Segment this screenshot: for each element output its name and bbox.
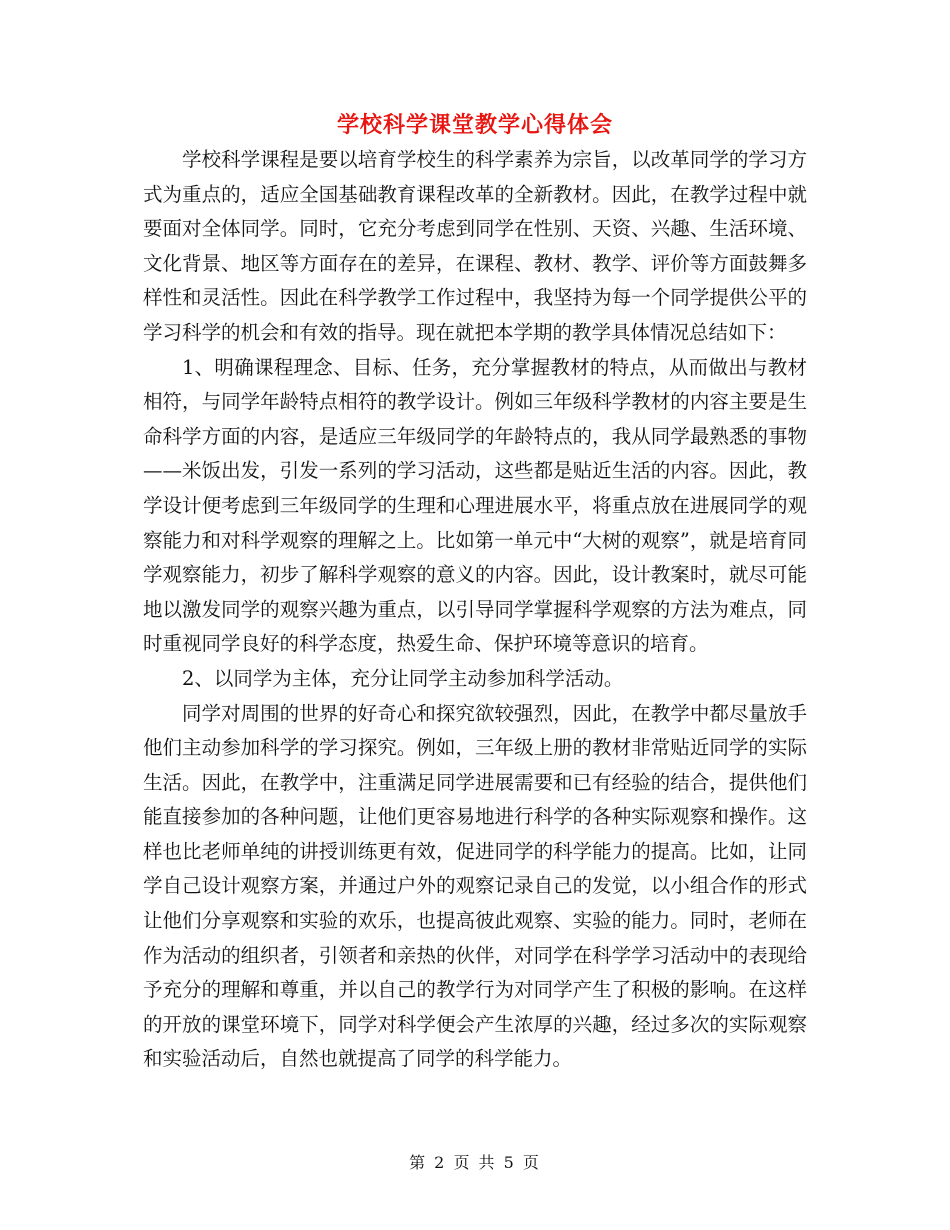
paragraph-point-2-body: 同学对周围的世界的好奇心和探究欲较强烈，因此，在教学中都尽量放手他们主动参加科学的学习探究。例如，三年级上册的教材非常贴近同学的实际生活。因此，在教学中，注重满足同学进展需要和已有经验的结合，提供他们能直接参加的各种问题，让他们更容易地进行科学的各种实际观察和操作。这样也比老师单纯的讲授训练更有效，促进同学的科学能力的提高。比如，让同学自己设计观察方案，并通过户外的观察记录自己的发觉，以小组合作的形式让他们分享观察和实验的欢乐，也提高彼此观察、实验的能力。同时，老师在作为活动的组织者，引领者和亲热的伙伴，对同学在科学学习活动中的表现给予充分的理解和尊重，并以自己的教学行为对同学产生了积极的影响。在这样的开放的课堂环境下，同学对科学便会产生浓厚的兴趣，经过多次的实际观察和实验活动后，自然也就提高了同学的科学能力。 [143, 701, 807, 1071]
paragraph-point-2-heading: 2、以同学为主体，充分让同学主动参加科学活动。 [182, 666, 624, 690]
paragraph-point-1: 1、明确课程理念、目标、任务，充分掌握教材的特点，从而做出与教材相符，与同学年龄特点相符的教学设计。例如三年级科学教材的内容主要是生命科学方面的内容，是适应三年级同学的年龄特点的，我从同学最熟悉的事物——米饭出发，引发一系列的学习活动，这些都是贴近生活的内容。因此，教学设计便考虑到三年级同学的生理和心理进展水平，将重点放在进展同学的观察能力和对科学观察的理解之上。比如第一单元中“大树的观察”，就是培育同学观察能力，初步了解科学观察的意义的内容。因此，设计教案时，就尽可能地以激发同学的观察兴趣为重点，以引导同学掌握科学观察的方法为难点，同时重视同学良好的科学态度，热爱生命、保护环境等意识的培育。 [143, 355, 807, 656]
page-number-footer: 第 2 页 共 5 页 [409, 1153, 541, 1172]
document-body [143, 143, 807, 1077]
paragraph-intro: 学校科学课程是要以培育学校生的科学素养为宗旨，以改革同学的学习方式为重点的，适应全国基础教育课程改革的全新教材。因此，在教学过程中就要面对全体同学。同时，它充分考虑到同学在性别、天资、兴趣、生活环境、文化背景、地区等方面存在的差异，在课程、教材、教学、评价等方面鼓舞多样性和灵活性。因此在科学教学工作过程中，我坚持为每一个同学提供公平的学习科学的机会和有效的指导。现在就把本学期的教学具体情况总结如下： [143, 148, 807, 344]
document-title: 学校科学课堂教学心得体会 [336, 112, 613, 138]
